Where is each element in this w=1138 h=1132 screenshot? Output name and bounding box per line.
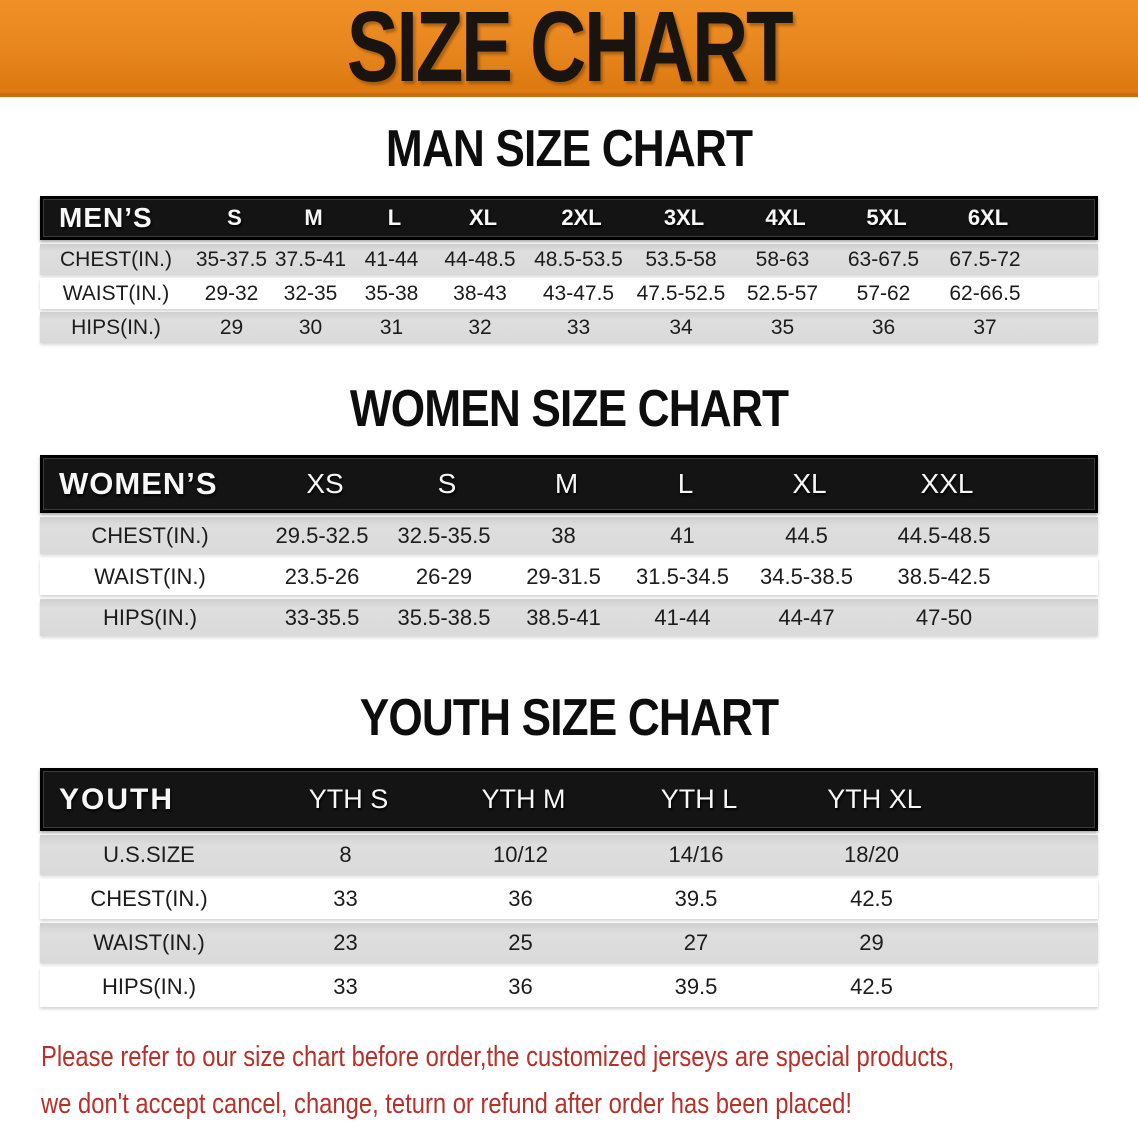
header-size-cell: XS: [306, 468, 344, 499]
value-cell: 35-37.5: [195, 247, 268, 271]
value-cell: 29: [859, 930, 884, 955]
value-cell: 29-32: [204, 281, 259, 305]
row-label: WAIST(IN.): [62, 281, 170, 305]
header-size-cell: XL: [468, 205, 498, 230]
youth-table-rows: [40, 835, 1098, 1007]
row-label: CHEST(IN.): [60, 247, 172, 271]
women-size-section: [0, 380, 1138, 636]
value-cell: 31.5-34.5: [636, 563, 729, 589]
value-cell: 62-66.5: [949, 281, 1021, 305]
row-spacer-cell: [959, 855, 1098, 856]
value-cell: 38-43: [453, 281, 507, 305]
value-cell: 53.5-58: [645, 247, 717, 271]
value-cell: 33: [333, 886, 358, 911]
value-cell: 30: [298, 315, 323, 339]
value-cell: 26-29: [415, 563, 473, 589]
value-cell: 38.5-42.5: [897, 563, 991, 589]
youth-header-label: YOUTH: [59, 782, 174, 816]
women-header-label: WOMEN’S: [59, 466, 218, 501]
value-cell: 39.5: [674, 974, 718, 999]
youth-table-header: [40, 768, 1098, 831]
value-cell: 27: [683, 930, 709, 955]
value-cell: 48.5-53.5: [534, 247, 623, 271]
header-size-cell: M: [304, 205, 323, 230]
table-row: [40, 599, 1098, 636]
value-cell: 52.5-57: [746, 281, 819, 305]
row-spacer-cell: [1036, 327, 1098, 328]
header-size-cell: 2XL: [561, 205, 602, 230]
header-size-cell: 6XL: [967, 205, 1009, 230]
row-spacer-cell: [1017, 617, 1098, 618]
banner: [0, 0, 1138, 103]
table-row: [40, 558, 1098, 595]
value-cell: 25: [508, 930, 533, 955]
value-cell: 42.5: [850, 886, 893, 911]
women-table-header: [40, 455, 1098, 513]
row-label: CHEST(IN.): [90, 886, 208, 911]
men-section-title: MAN SIZE CHART: [385, 120, 753, 178]
header-size-cell: XXL: [920, 468, 974, 499]
men-size-section: [0, 120, 1138, 343]
row-label: HIPS(IN.): [71, 315, 161, 339]
value-cell: 36: [508, 886, 533, 911]
row-label: U.S.SIZE: [103, 842, 195, 867]
disclaimer-line-2: we don't accept cancel, change, teturn or refund after order has been placed!: [41, 1088, 852, 1120]
value-cell: 29: [219, 315, 244, 339]
value-cell: 32-35: [283, 281, 338, 305]
value-cell: 32: [468, 315, 492, 339]
header-size-cell: YTH M: [481, 784, 566, 814]
value-cell: 31: [379, 315, 404, 339]
value-cell: 44.5: [785, 522, 828, 548]
row-label: HIPS(IN.): [101, 974, 197, 999]
value-cell: 47.5-52.5: [636, 281, 726, 305]
value-cell: 41-44: [654, 604, 711, 630]
header-size-cell: S: [227, 205, 242, 230]
header-size-cell: YTH XL: [827, 784, 922, 814]
row-label: HIPS(IN.): [102, 604, 198, 630]
value-cell: 32.5-35.5: [397, 522, 491, 548]
row-spacer-cell: [959, 943, 1098, 944]
value-cell: 34.5-38.5: [760, 563, 853, 589]
value-cell: 57-62: [856, 281, 911, 305]
value-cell: 29-31.5: [526, 563, 601, 589]
value-cell: 58-63: [755, 247, 810, 271]
value-cell: 38.5-41: [526, 604, 601, 630]
value-cell: 37.5-41: [274, 247, 347, 271]
table-row: [40, 244, 1098, 275]
disclaimer: [0, 1034, 1138, 1128]
value-cell: 63-67.5: [847, 247, 920, 271]
value-cell: 41: [670, 522, 695, 548]
value-cell: 44-48.5: [444, 247, 516, 271]
table-row: [40, 967, 1098, 1007]
value-cell: 35: [770, 315, 795, 339]
header-size-cell: L: [387, 205, 402, 230]
value-cell: 10/12: [492, 842, 549, 867]
row-spacer-cell: [1036, 259, 1098, 260]
value-cell: 14/16: [668, 842, 724, 867]
value-cell: 29.5-32.5: [275, 522, 369, 548]
table-row: [40, 517, 1098, 554]
row-label: WAIST(IN.): [94, 563, 206, 589]
table-row: [40, 923, 1098, 963]
table-row: [40, 278, 1098, 309]
value-cell: 36: [508, 974, 533, 999]
youth-size-table: [40, 768, 1098, 1007]
row-spacer-cell: [959, 987, 1098, 988]
value-cell: 23: [333, 930, 358, 955]
header-size-cell: YTH S: [308, 784, 389, 814]
value-cell: 44-47: [778, 604, 835, 630]
value-cell: 33: [333, 974, 358, 999]
header-spacer-cell: [1039, 218, 1095, 219]
header-size-cell: XL: [792, 468, 827, 499]
men-table-header: [40, 196, 1098, 240]
value-cell: 39.5: [674, 886, 718, 911]
header-size-cell: 5XL: [866, 205, 907, 230]
value-cell: 33: [566, 315, 591, 339]
value-cell: 18/20: [843, 842, 900, 867]
women-table-rows: [40, 517, 1098, 636]
value-cell: 37: [973, 315, 997, 339]
row-spacer-cell: [1017, 576, 1098, 577]
table-row: [40, 835, 1098, 875]
row-label: CHEST(IN.): [91, 522, 209, 548]
value-cell: 35.5-38.5: [397, 604, 491, 630]
youth-section-title: YOUTH SIZE CHART: [359, 689, 779, 747]
banner-title: SIZE CHART: [346, 0, 792, 103]
row-spacer-cell: [1036, 293, 1098, 294]
men-header-label: MEN’S: [59, 202, 153, 233]
value-cell: 35-38: [364, 281, 419, 305]
header-spacer-cell: [1020, 484, 1095, 485]
row-spacer-cell: [959, 899, 1098, 900]
value-cell: 33-35.5: [284, 604, 360, 630]
header-size-cell: L: [677, 468, 694, 499]
value-cell: 67.5-72: [949, 247, 1021, 271]
table-row: [40, 879, 1098, 919]
header-size-cell: M: [554, 468, 579, 499]
men-size-table: [40, 196, 1098, 343]
header-size-cell: YTH L: [660, 784, 738, 814]
value-cell: 36: [871, 315, 896, 339]
value-cell: 42.5: [850, 974, 893, 999]
value-cell: 38: [551, 522, 576, 548]
disclaimer-line-1: Please refer to our size chart before order,the customized jerseys are special products,: [41, 1041, 955, 1073]
value-cell: 43-47.5: [542, 281, 615, 305]
value-cell: 23.5-26: [284, 563, 360, 589]
value-cell: 44.5-48.5: [897, 522, 991, 548]
value-cell: 8: [339, 842, 352, 867]
women-size-table: [40, 455, 1098, 636]
header-size-cell: S: [437, 468, 457, 499]
row-label: WAIST(IN.): [93, 930, 205, 955]
women-section-title: WOMEN SIZE CHART: [349, 380, 789, 438]
value-cell: 47-50: [915, 604, 973, 630]
header-size-cell: 3XL: [663, 205, 705, 230]
youth-size-section: [0, 689, 1138, 1007]
table-row: [40, 312, 1098, 343]
header-spacer-cell: [962, 799, 1095, 800]
header-size-cell: 4XL: [765, 205, 806, 230]
value-cell: 41-44: [364, 247, 419, 271]
men-table-rows: [40, 244, 1098, 343]
row-spacer-cell: [1017, 535, 1098, 536]
value-cell: 34: [669, 315, 693, 339]
